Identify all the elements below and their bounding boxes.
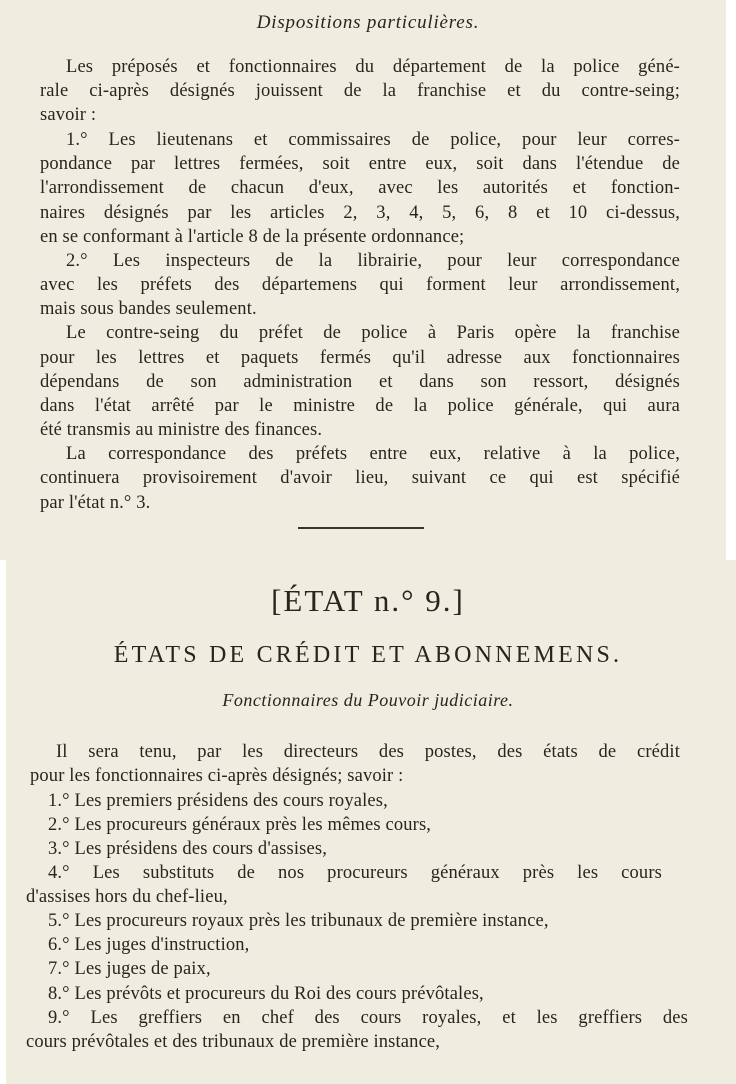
text-line: Le contre-seing du préfet de police à Paris opère la franchise bbox=[66, 323, 680, 343]
list-item: 6.° Les juges d'instruction, bbox=[48, 935, 250, 955]
text-line: Les préposés et fonctionnaires du département de la police géné- bbox=[66, 57, 680, 77]
section-subtitle: Fonctionnaires du Pouvoir judiciaire. bbox=[222, 690, 514, 710]
section-title: ÉTATS DE CRÉDIT ET ABONNEMENS. bbox=[113, 642, 623, 668]
text-line: dans l'état arrêté par le ministre de la police générale, qui aura bbox=[40, 396, 680, 416]
list-item: 8.° Les prévôts et procureurs du Roi des cours prévôtales, bbox=[48, 984, 484, 1004]
text-line: Il sera tenu, par les directeurs des postes, des états de crédit bbox=[56, 742, 680, 762]
text-line: dépendans de son administration et dans son ressort, désignés bbox=[40, 372, 680, 392]
text-line: par l'état n.° 3. bbox=[40, 493, 151, 513]
text-line: savoir : bbox=[40, 105, 97, 125]
text-line: pondance par lettres fermées, soit entre eux, soit dans l'étendue de bbox=[40, 154, 680, 174]
text-line: continuera provisoirement d'avoir lieu, suivant ce qui est spécifié bbox=[40, 468, 680, 488]
text-line: mais sous bandes seulement. bbox=[40, 299, 257, 319]
text-line: naires désignés par les articles 2, 3, 4, 5, 6, 8 et 10 ci-dessus, bbox=[40, 203, 680, 223]
text-line: en se conformant à l'article 8 de la présente ordonnance; bbox=[40, 227, 465, 247]
text-line: pour les lettres et paquets fermés qu'il adresse aux fonctionnaires bbox=[40, 348, 680, 368]
list-item: 2.° Les procureurs généraux près les mêmes cours, bbox=[48, 815, 432, 835]
text-line: été transmis au ministre des finances. bbox=[40, 420, 323, 440]
list-item: 1.° Les premiers présidens des cours royales, bbox=[48, 791, 388, 811]
text-line: 1.° Les lieutenans et commissaires de police, pour leur corres- bbox=[66, 130, 680, 150]
text-line: rale ci-après désignés jouissent de la franchise et du contre-seing; bbox=[40, 81, 680, 101]
state-label: [ÉTAT n.° 9.] bbox=[271, 583, 465, 618]
list-item: cours prévôtales et des tribunaux de première instance, bbox=[26, 1032, 441, 1052]
text-line: La correspondance des préfets entre eux, relative à la police, bbox=[66, 444, 680, 464]
list-item: 9.° Les greffiers en chef des cours royales, et les greffiers des bbox=[48, 1008, 688, 1028]
list-item: 3.° Les présidens des cours d'assises, bbox=[48, 839, 327, 859]
text-line: l'arrondissement de chacun d'eux, avec les autorités et fonction- bbox=[40, 178, 680, 198]
list-item: 7.° Les juges de paix, bbox=[48, 959, 211, 979]
running-title: Dispositions particulières. bbox=[256, 12, 480, 33]
text-line: pour les fonctionnaires ci-après désignés; savoir : bbox=[30, 766, 404, 786]
list-item: 5.° Les procureurs royaux près les tribunaux de première instance, bbox=[48, 911, 549, 931]
text-line: avec les préfets des départemens qui forment leur arrondissement, bbox=[40, 275, 680, 295]
text-line: 2.° Les inspecteurs de la librairie, pour leur correspondance bbox=[66, 251, 680, 271]
list-item: 4.° Les substituts de nos procureurs généraux près les cours bbox=[48, 863, 662, 883]
section-divider bbox=[298, 527, 424, 529]
list-item: d'assises hors du chef-lieu, bbox=[26, 887, 228, 907]
page-margin-edge bbox=[0, 560, 6, 1084]
page-margin-edge bbox=[726, 0, 736, 560]
